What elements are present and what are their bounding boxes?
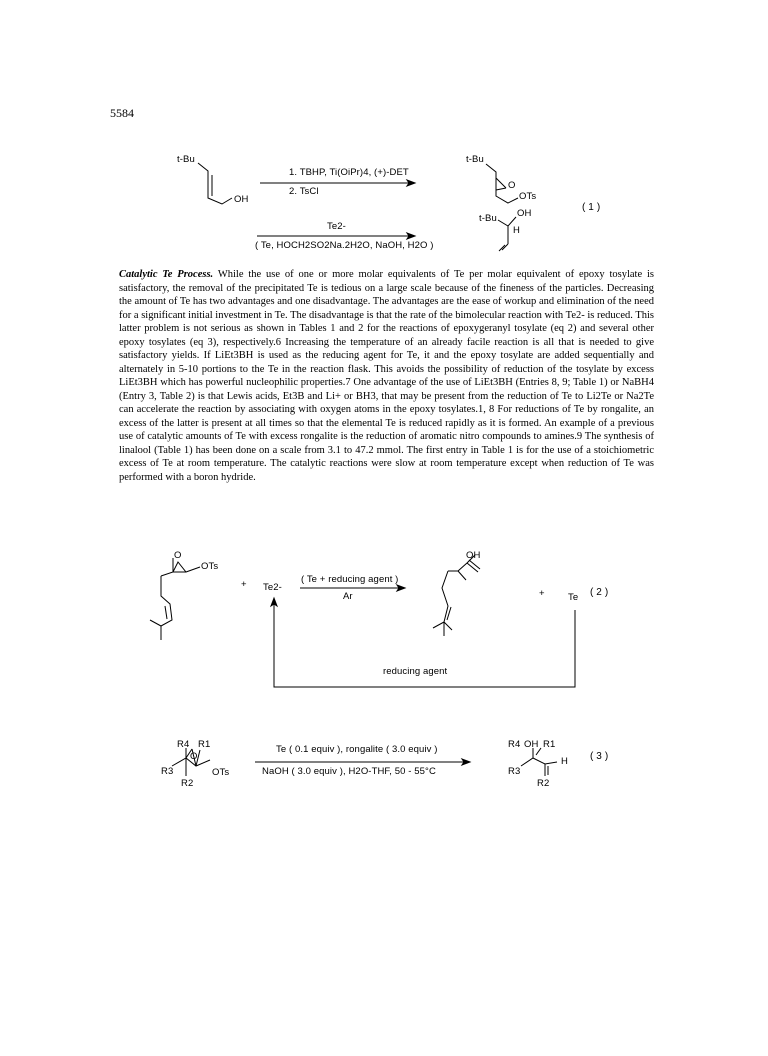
scheme-2-cycle-label: reducing agent [383,666,448,677]
scheme-2-arrow-bottom: Ar [343,591,353,602]
product-3-bonds [521,758,557,766]
scheme-1-label: ( 1 ) [582,202,601,213]
scheme-2-byproduct: Te [568,592,579,603]
scheme-1-epoxide-tbu: t-Bu [466,154,484,165]
scheme-2-label: ( 2 ) [590,587,609,598]
scheme-1-product-oh: OH [517,208,532,219]
scheme-3-product-h: H [561,756,568,767]
scheme-2-product-oh: OH [466,550,481,561]
scheme-3-product-oh: OH [524,739,539,750]
scheme-3-label: ( 3 ) [590,751,609,762]
scheme-2-arrow-top: ( Te + reducing agent ) [301,574,399,585]
page-number: 5584 [110,106,134,120]
scheme-3-product-r3: R3 [508,766,521,777]
scheme-1-epoxide-o: O [508,180,516,191]
scheme-2-reactant-ots: OTs [201,561,219,572]
scheme-1-reactant-oh: OH [234,194,249,205]
scheme-1-reactant-tbu: t-Bu [177,154,195,165]
scheme-3-r2: R2 [181,778,194,789]
scheme-3-ots: OTs [212,767,230,778]
scheme-3-r3: R3 [161,766,174,777]
scheme-2-reagent: Te2- [263,582,282,593]
scheme-1-product-h: H [513,225,520,236]
scheme-1-epoxide-ots: OTs [519,191,537,202]
scheme-1-step-2: 2. TsCl [289,186,319,197]
scheme-1-reagent: Te2- [327,221,346,232]
paragraph-text: While the use of one or more molar equivalents of Te per molar equivalent of epoxy tosylate is satisfactory, the removal of the precipitated Te is tedious on a large scale because of the fineness of the particles. Decreasing the amount of Te has two advantages and one disadvantage. The advantages are the ease of workup and elimination of the need for a significant initial investment in Te. The disadvantage is that the rate of the bimolecular reaction with Te2- is reduced. This latter problem is not serious as shown in Tables 1 and 2 for the reactions of epoxygeranyl tosylate (eq 2) and several other epoxy tosylates (eq 3), respectively.6 Increasing the temperature of an already facile reaction is all that is needed to give satisfactory yields. If LiEt3BH is used as the reducing agent for Te, it and the epoxy tosylate are added sequentially and alternately in 5-10 portions to the Te in the reaction flask. This avoids the possibility of reduction of the tosylate by excess LiEt3BH which has powerful nucleophilic properties.7 One advantage of the use of LiEt3BH (Entries 8, 9; Table 1) or NaBH4 (Entry 3, Table 2) is that Lewis acids, Et3B and Li+ or BH3, that may be present from the reduction of Te to Li2Te or Na2Te can accelerate the reaction by associating with oxygen atoms in the epoxy tosylates.1, 8 For reductions of Te by rongalite, an excess of the latter is present at all times so that the elemental Te is reduced rapidly as it is formed. An example of a previous use of catalytic amounts of Te with excess rongalite is the reduction of aromatic nitro compounds to amines.9 The synthesis of linalool (Table 1) has been done on a scale from 3.1 to 47.2 mmol. The first entry in Table 1 is for the use of a stoichiometric excess of Te at room temperature. The catalytic reactions were slow at room temperature except when reduction of Te was performed with a boron hydride. [119,269,654,483]
scheme-1-conditions: ( Te, HOCH2SO2Na.2H2O, NaOH, H2O ) [255,240,434,251]
scheme-3-product-r2: R2 [537,778,550,789]
scheme-3-product-r4: R4 [508,739,521,750]
scheme-2-plus-2: + [539,588,545,599]
scheme-1-product-tbu: t-Bu [479,213,497,224]
paragraph-runin-heading: Catalytic Te Process. [119,269,214,280]
scheme-2-reactant-o: O [174,550,182,561]
scheme-3-arrow-top: Te ( 0.1 equiv ), rongalite ( 3.0 equiv ) [276,744,438,755]
scheme-3-o: O [190,751,198,762]
scheme-3-r1: R1 [198,739,211,750]
scheme-1-step-1: 1. TBHP, Ti(OiPr)4, (+)-DET [289,167,409,178]
scheme-3-arrow-bottom: NaOH ( 3.0 equiv ), H2O-THF, 50 - 55°C [262,766,436,777]
scheme-2-plus-1: + [241,579,247,590]
scheme-3-product-r1: R1 [543,739,556,750]
scheme-3-r4: R4 [177,739,190,750]
